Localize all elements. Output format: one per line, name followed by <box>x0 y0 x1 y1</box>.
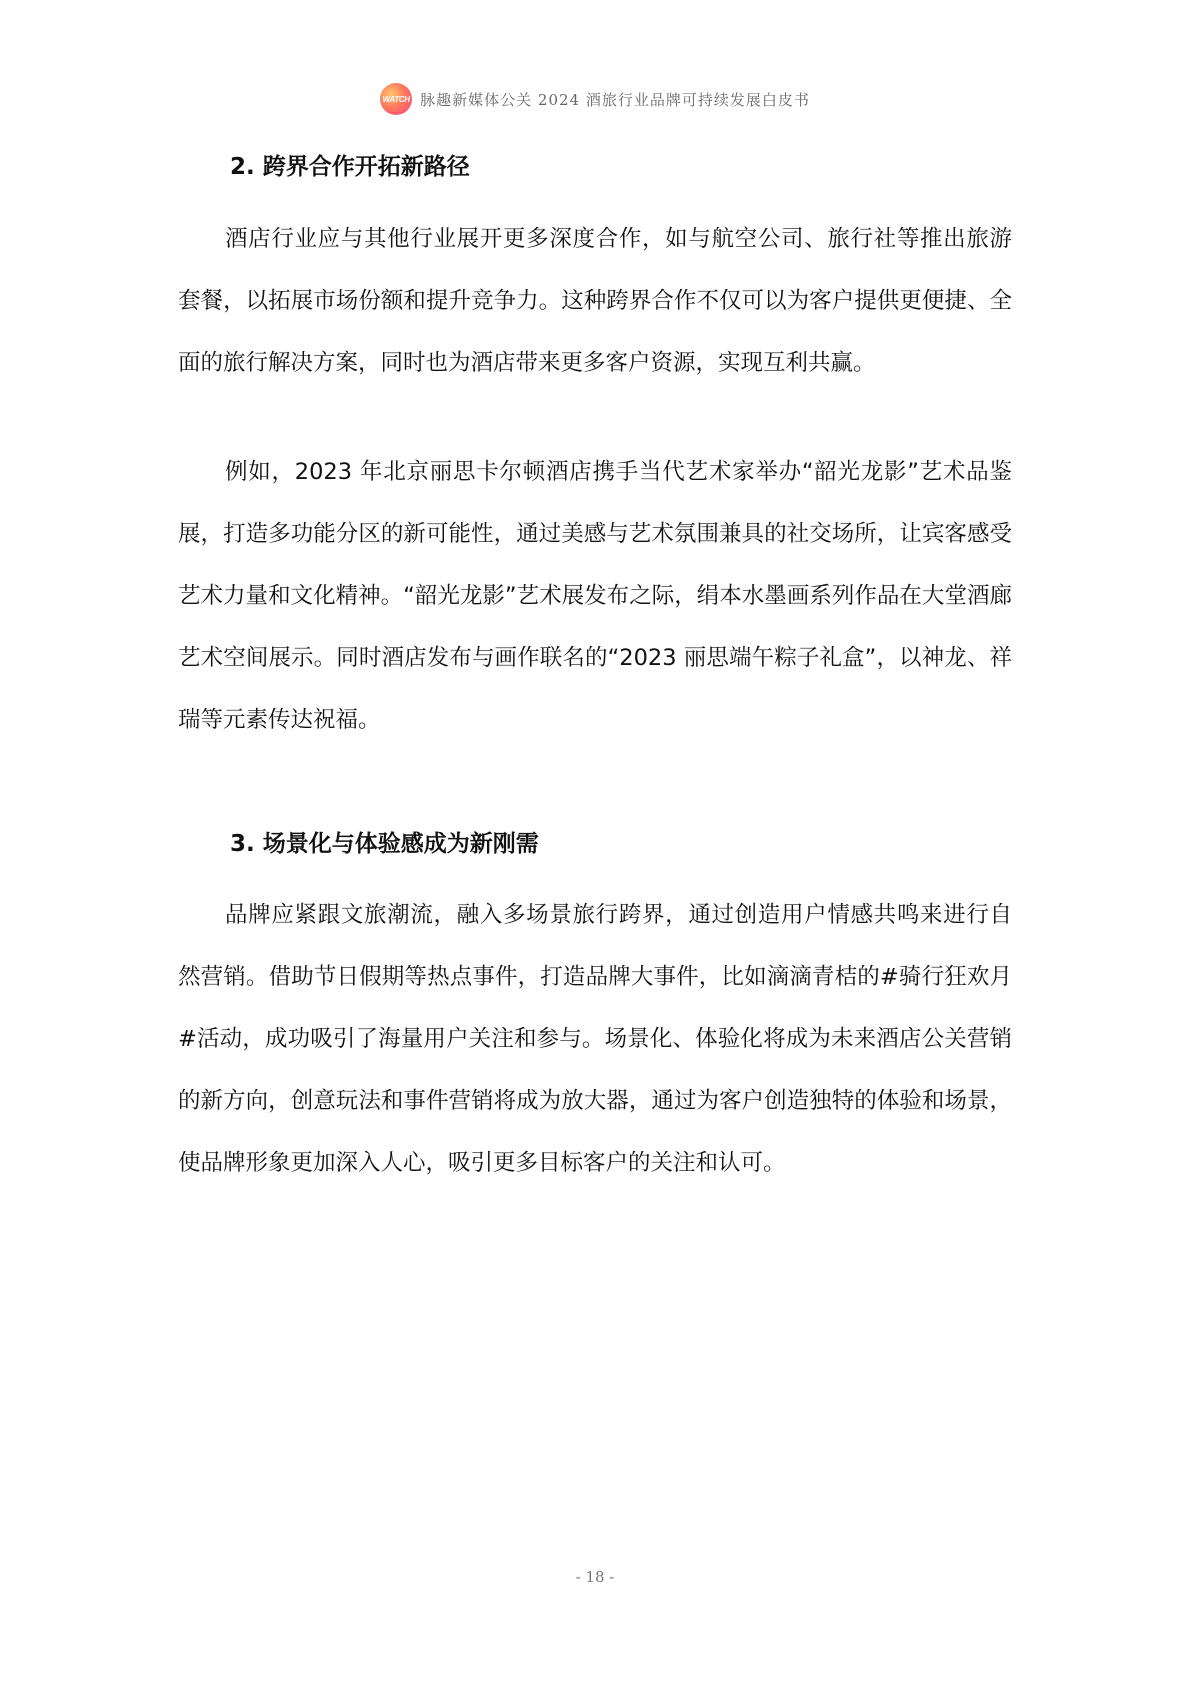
section-heading-cross-industry: 2. 跨界合作开拓新路径 <box>230 154 470 180</box>
page-header <box>0 82 1190 116</box>
brand-logo-icon <box>380 83 412 115</box>
paragraph-scenario-marketing: 品牌应紧跟文旅潮流，融入多场景旅行跨界，通过创造用户情感共鸣来进行自然营销。借助节日假期等热点事件，打造品牌大事件，比如滴滴青桔的#骑行狂欢月#活动，成功吸引了海量用户关注和参与。场景化、体验化将成为未来酒店公关营销的新方向，创意玩法和事件营销将成为放大器，通过为客户创造独特的体验和场景，使品牌形象更加深入人心，吸引更多目标客户的关注和认可。 <box>178 902 1012 1176</box>
section-heading-scenario-experience: 3. 场景化与体验感成为新刚需 <box>230 831 539 857</box>
page-number: - 18 - <box>575 1568 615 1586</box>
paragraph-ritz-carlton-example: 例如，2023 年北京丽思卡尔顿酒店携手当代艺术家举办“韶光龙影”艺术品鉴展，打造多功能分区的新可能性，通过美感与艺术氛围兼具的社交场所，让宾客感受艺术力量和文化精神。“韶光龙影”艺术展发布之际，绢本水墨画系列作品在大堂酒廊艺术空间展示。同时酒店发布与画作联名的“2023 丽思端午粽子礼盒”，以神龙、祥瑞等元素传达祝福。 <box>178 459 1012 733</box>
header-title: 脉趣新媒体公关 2024 酒旅行业品牌可持续发展白皮书 <box>420 90 810 109</box>
logo-text: WATCH <box>382 94 410 104</box>
paragraph-cross-industry-intro: 酒店行业应与其他行业展开更多深度合作，如与航空公司、旅行社等推出旅游套餐，以拓展市场份额和提升竞争力。这种跨界合作不仅可以为客户提供更便捷、全面的旅行解决方案，同时也为酒店带来更多客户资源，实现互利共赢。 <box>178 226 1012 376</box>
